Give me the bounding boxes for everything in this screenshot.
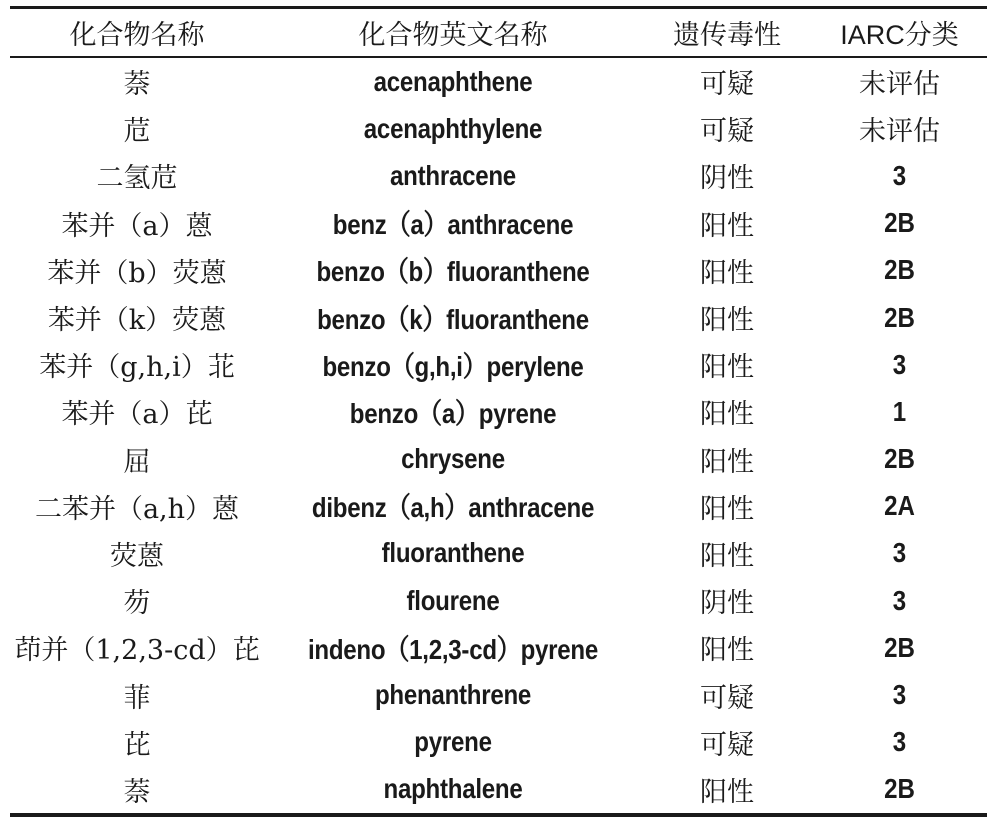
cell-chinese-name: 菲: [123, 682, 151, 714]
cell-genotoxicity: 阳性: [700, 305, 754, 337]
cell-chinese-name: 苊: [123, 116, 151, 148]
table-row: [10, 341, 987, 388]
table-row: [10, 530, 987, 577]
cell-iarc-classification: 3: [892, 679, 907, 711]
table-bottom-rule: [10, 813, 987, 817]
table-row: [10, 483, 987, 530]
cell-english-name: phenanthrene: [374, 679, 532, 711]
table-row: [10, 436, 987, 483]
cell-iarc-classification: 1: [892, 395, 907, 427]
table-row: [10, 671, 987, 718]
cell-english-name: flourene: [406, 584, 500, 616]
cell-english-name: benzo（b）fluoranthene: [316, 256, 590, 288]
table-row: [10, 294, 987, 341]
table-row: [10, 624, 987, 671]
table-row: [10, 152, 987, 199]
cell-iarc-classification: 2B: [884, 443, 915, 475]
cell-english-name: dibenz（a,h）anthracene: [311, 492, 595, 524]
cell-chinese-name: 芴: [123, 588, 151, 620]
table-row: [10, 719, 987, 766]
cell-genotoxicity: 可疑: [700, 729, 754, 761]
cell-genotoxicity: 阴性: [700, 588, 754, 620]
cell-english-name: benzo（g,h,i）perylene: [322, 350, 584, 382]
cell-iarc-classification: 3: [892, 584, 907, 616]
cell-genotoxicity: 阳性: [700, 446, 754, 478]
cell-genotoxicity: 阳性: [700, 210, 754, 242]
cell-iarc-classification: 3: [892, 726, 907, 758]
cell-iarc-classification: 2B: [884, 207, 915, 239]
cell-english-name: benzo（a）pyrene: [349, 397, 557, 429]
cell-english-name: acenaphthylene: [363, 112, 543, 144]
cell-english-name: fluoranthene: [381, 537, 525, 569]
cell-chinese-name: 屈: [123, 446, 151, 478]
header-english-name: 化合物英文名称: [358, 20, 548, 51]
cell-english-name: acenaphthene: [373, 65, 533, 97]
cell-chinese-name: 荧蒽: [110, 540, 164, 572]
cell-genotoxicity: 可疑: [700, 116, 754, 148]
cell-english-name: benzo（k）fluoranthene: [317, 303, 589, 335]
table-row: [10, 766, 987, 813]
cell-genotoxicity: 阳性: [700, 540, 754, 572]
cell-iarc-classification: 2B: [884, 631, 915, 663]
cell-english-name: pyrene: [414, 726, 492, 758]
cell-genotoxicity: 阳性: [700, 635, 754, 667]
cell-iarc-classification: 未评估: [859, 69, 940, 101]
table-row: [10, 577, 987, 624]
cell-english-name: chrysene: [401, 443, 505, 475]
cell-chinese-name: 二氢苊: [96, 163, 178, 195]
cell-iarc-classification: 2B: [884, 301, 915, 333]
table-row: [10, 388, 987, 435]
cell-chinese-name: 苯并（g,h,i）苝: [39, 352, 235, 384]
cell-english-name: anthracene: [390, 159, 516, 191]
cell-chinese-name: 芘: [123, 729, 151, 761]
cell-english-name: naphthalene: [383, 773, 523, 805]
cell-iarc-classification: 2B: [884, 254, 915, 286]
cell-chinese-name: 苯并（a）芘: [61, 399, 213, 431]
header-iarc-classification: IARC分类: [840, 20, 959, 50]
cell-iarc-classification: 3: [892, 159, 907, 191]
cell-chinese-name: 萘: [123, 69, 151, 101]
cell-chinese-name: 苯并（b）荧蒽: [47, 257, 227, 289]
cell-chinese-name: 萘: [123, 776, 151, 808]
cell-chinese-name: 苯并（k）荧蒽: [47, 305, 227, 337]
cell-chinese-name: 二苯并（a,h）蒽: [34, 493, 240, 525]
compound-table: [10, 9, 987, 56]
cell-chinese-name: 茚并（1,2,3-cd）芘: [14, 635, 260, 667]
cell-genotoxicity: 阳性: [700, 257, 754, 289]
table-row: [10, 105, 987, 152]
header-chinese-name: 化合物名称: [69, 20, 205, 51]
table-body: [10, 58, 987, 813]
cell-genotoxicity: 可疑: [700, 69, 754, 101]
cell-genotoxicity: 阳性: [700, 399, 754, 431]
table-row: [10, 200, 987, 247]
cell-iarc-classification: 3: [892, 537, 907, 569]
cell-iarc-classification: 3: [892, 348, 907, 380]
cell-genotoxicity: 阳性: [700, 352, 754, 384]
cell-genotoxicity: 阳性: [700, 776, 754, 808]
table-row: [10, 58, 987, 105]
cell-genotoxicity: 阴性: [700, 163, 754, 195]
table-header: [10, 9, 987, 56]
cell-genotoxicity: 可疑: [700, 682, 754, 714]
compound-table-body: [10, 58, 987, 813]
table-row: [10, 247, 987, 294]
header-genotoxicity: 遗传毒性: [673, 20, 781, 51]
cell-genotoxicity: 阳性: [700, 493, 754, 525]
cell-chinese-name: 苯并（a）蒽: [61, 210, 213, 242]
cell-english-name: benz（a）anthracene: [332, 209, 574, 241]
header-row: [10, 9, 987, 56]
cell-iarc-classification: 未评估: [859, 116, 940, 148]
cell-english-name: indeno（1,2,3-cd）pyrene: [307, 633, 599, 665]
cell-iarc-classification: 2A: [884, 490, 915, 522]
cell-iarc-classification: 2B: [884, 773, 915, 805]
compound-table-container: [10, 6, 987, 817]
